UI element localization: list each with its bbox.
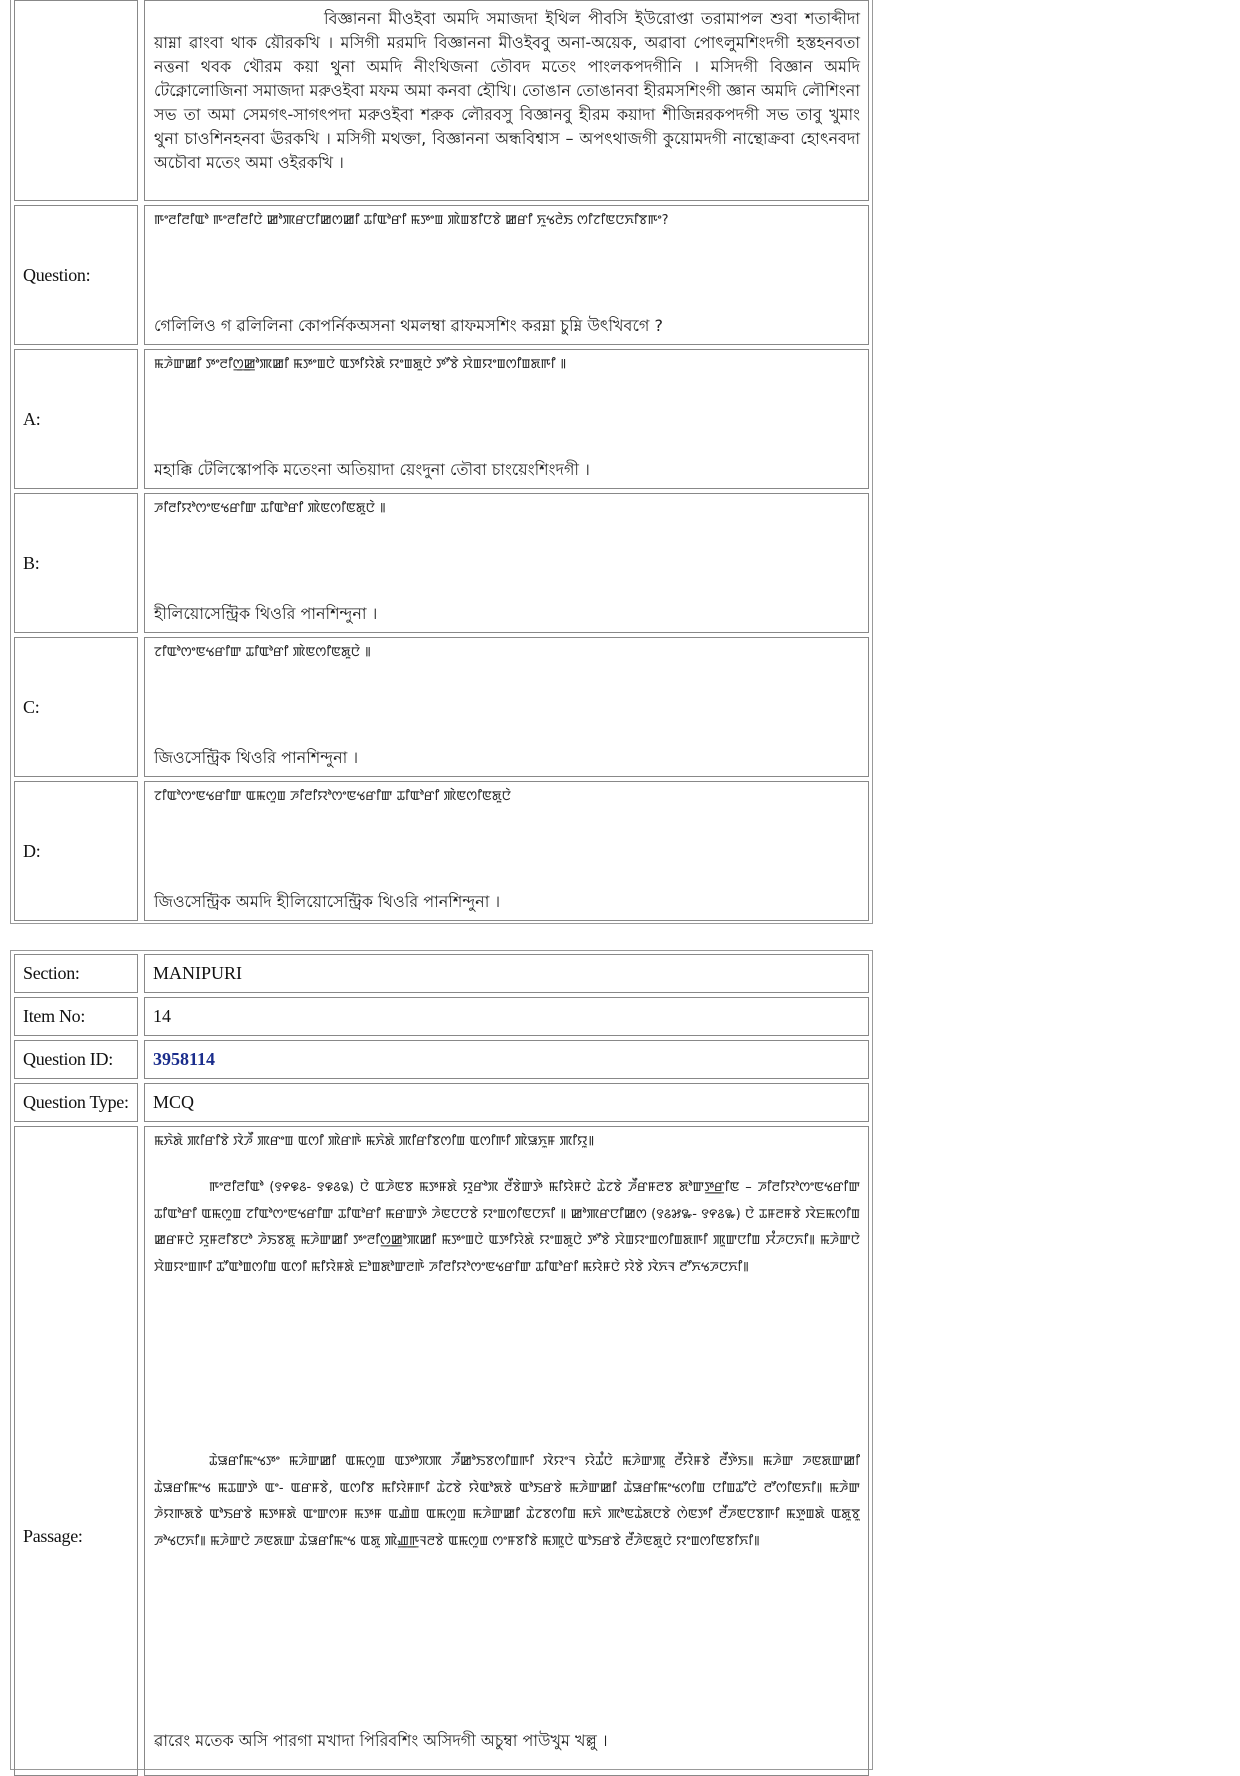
question-id-value: 3958114 bbox=[153, 1049, 216, 1069]
option-a-text-bengali: মহাক্কি টেলিস্কোপকি মতেংনা অতিয়াদা য়েংদুনা তৌবা চাংয়েংশিংদগী । bbox=[154, 460, 590, 479]
question-type-row bbox=[14, 1083, 869, 1122]
option-c-cell bbox=[144, 637, 869, 777]
option-d-label: D: bbox=[14, 781, 138, 921]
option-a-row bbox=[14, 349, 869, 489]
option-c-label: C: bbox=[14, 637, 138, 777]
question-row bbox=[14, 205, 869, 345]
option-a-text-manipuri: ꯃꯍꯥꯛꯀꯤ ꯇꯦꯂꯤꯁ꯭ꯀꯣꯄꯀꯤ ꯃꯇꯦꯡꯅꯥ ꯑꯇꯤꯌꯥꯗꯥ ꯌꯦꯡꯗꯨꯅꯥ ꯇꯧꯕꯥ ꯆꯥꯡꯌꯦꯡꯁꯤꯡꯗꯒꯤ ꯫ bbox=[154, 357, 567, 372]
question-text-manipuri: ꯒꯦꯂꯤꯂꯤꯑꯣ ꯒꯦꯂꯤꯂꯤꯅꯥ ꯀꯣꯄꯔꯅꯤꯀꯁꯀꯤ ꯊꯤꯑꯣꯔꯤ ꯃꯇꯦꯡ ꯄꯥꯡꯕꯤꯅꯕꯥ ꯀꯔꯤ ꯈꯨꯠꯂꯥꯏ ꯁꯤꯖꯤꯟꯅꯈꯤꯕꯒꯦ? bbox=[154, 213, 669, 228]
passage-label-cell bbox=[14, 0, 138, 201]
question-id-cell bbox=[144, 1040, 869, 1079]
option-d-cell bbox=[144, 781, 869, 921]
option-b-text-bengali: হীলিয়োসেন্ট্রিক থিওরি পানশিন্দুনা । bbox=[154, 604, 378, 623]
option-a-cell bbox=[144, 349, 869, 489]
section-row bbox=[14, 954, 869, 993]
option-d-text-bengali: জিওসেন্ট্রিক অমদি হীলিয়োসেন্ট্রিক থিওরি পানশিন্দুনা । bbox=[154, 892, 501, 911]
question-type-value: MCQ bbox=[144, 1083, 869, 1122]
item-no-value: 14 bbox=[144, 997, 869, 1036]
passage-row bbox=[14, 1126, 869, 1776]
question-text-bengali: গেলিলিও গ ৱলিলিনা কোপর্নিকঅসনা থমলম্বা ৱাফমসশিং করম্না চুম্নি উৎখিবগে ? bbox=[154, 316, 663, 335]
option-b-label: B: bbox=[14, 493, 138, 633]
section-label: Section: bbox=[14, 954, 138, 993]
section-value: MANIPURI bbox=[144, 954, 869, 993]
option-a-label: A: bbox=[14, 349, 138, 489]
question-id-label: Question ID: bbox=[14, 1040, 138, 1079]
previous-item-table bbox=[10, 0, 873, 924]
passage-paragraph-2: ꯊꯥꯎꯔꯤꯃꯦꯠꯇꯦ ꯃꯍꯥꯛꯀꯤ ꯑꯃꯁꯨꯡ ꯑꯇꯣꯞꯄ ꯍꯩꯀꯣꯏꯕꯁꯤꯡꯒꯤ ꯋꯥꯌꯦꯜ ꯌꯥꯊꯪꯅꯥ ꯃꯍꯥꯛꯄꯨ ꯂꯩꯌꯥꯝꯕꯥ ꯂꯩꯇꯥꯏ꯫ ꯃꯍꯥꯛ ꯍꯟꯗꯛꯀꯤ ꯊꯥꯎꯔꯤꯃꯦꯠ ꯃꯊꯛꯇꯥ ꯑꯦ- ꯑꯔꯝꯕꯥ, ꯑꯁꯤꯕ ꯃꯤꯌꯥꯝꯒꯤ ꯊꯥꯖꯕꯥ ꯌꯥꯑꯣꯗꯕꯥ ꯑꯣꯏꯔꯕꯥ ꯃꯍꯥꯛꯀꯤ ꯊꯥꯎꯔꯤꯃꯦꯠꯁꯤꯡ ꯅꯤꯡꯊꯧꯅꯥ ꯂꯧꯁꯤꯟꯈꯤ꯫ ꯃꯍꯥꯛ ꯍꯥꯌꯒꯗꯕꯥ ꯑꯣꯏꯔꯕꯥ ꯃꯇꯝꯗꯥ ꯑꯦꯛꯁꯝ ꯃꯇꯝ ꯑꯉꯥꯡ ꯑꯃꯁꯨꯡ ꯃꯍꯥꯛꯀꯤ ꯊꯥꯖꯕꯁꯤꯡ ꯃꯈꯥ ꯄꯣꯟꯊꯥꯗꯅꯕꯥ ꯁꯥꯟꯇꯤ ꯂꯩꯍꯟꯅꯕꯒꯤ ꯃꯇꯨꯡꯗꯥ ꯑꯗꯨꯕꯨ ꯍꯣꯠꯅꯈꯤ꯫ ꯃꯍꯥꯛꯅꯥ ꯍꯟꯗꯛ ꯊꯥꯎꯔꯤꯃꯦꯠ ꯑꯗꯨ ꯄꯥꯉ꯭ꯒꯜꯂꯕꯥ ꯑꯃꯁꯨꯡ ꯁꯦꯝꯕꯤꯕꯥ ꯃꯄꯨꯅꯥ ꯑꯣꯏꯔꯕꯥ ꯂꯩꯍꯥꯟꯗꯨꯅꯥ ꯌꯦꯡꯁꯤꯟꯕꯤꯈꯤ꯫ bbox=[154, 1454, 861, 1549]
passage-text-bengali: ৱারেং মতেক অসি পারগা মখাদা পিরিবশিং অসিদগী অচুম্বা পাউখুম খল্লু । bbox=[154, 1731, 608, 1750]
passage-label: Passage: bbox=[14, 1126, 138, 1776]
option-b-cell bbox=[144, 493, 869, 633]
option-b-text-manipuri: ꯍꯤꯂꯤꯌꯣꯁꯦꯟꯠꯔꯤꯛ ꯊꯤꯑꯣꯔꯤ ꯄꯥꯟꯁꯤꯟꯗꯨꯅꯥ ꯫ bbox=[154, 501, 386, 516]
option-c-text-manipuri: ꯖꯤꯑꯣꯁꯦꯟꯠꯔꯤꯛ ꯊꯤꯑꯣꯔꯤ ꯄꯥꯟꯁꯤꯟꯗꯨꯅꯥ ꯫ bbox=[154, 645, 371, 660]
item-no-row bbox=[14, 997, 869, 1036]
question-type-label: Question Type: bbox=[14, 1083, 138, 1122]
passage-row bbox=[14, 0, 869, 201]
option-c-row bbox=[14, 637, 869, 777]
option-d-text-manipuri: ꯖꯤꯑꯣꯁꯦꯟꯠꯔꯤꯛ ꯑꯃꯁꯨꯡ ꯍꯤꯂꯤꯌꯣꯁꯦꯟꯠꯔꯤꯛ ꯊꯤꯑꯣꯔꯤ ꯄꯥꯟꯁꯤꯟꯗꯨꯅꯥ bbox=[154, 789, 512, 804]
passage-intro-manipuri: ꯃꯈꯥꯗꯥ ꯄꯤꯔꯤꯕꯥ ꯋꯥꯍꯩ ꯄꯔꯦꯡ ꯑꯁꯤ ꯄꯥꯔꯒꯥ ꯃꯈꯥꯗꯥ ꯄꯤꯔꯤꯕꯁꯤꯡ ꯑꯁꯤꯒꯤ ꯄꯥꯎꯈꯨꯝ ꯄꯤꯌꯨ꯫ bbox=[154, 1134, 595, 1149]
question-id-row bbox=[14, 1040, 869, 1079]
passage-cell bbox=[144, 0, 869, 201]
option-b-row bbox=[14, 493, 869, 633]
passage-paragraph-1: ꯒꯦꯂꯤꯂꯤꯑꯣ (꯱꯵꯶꯴- ꯱꯶꯴꯲) ꯅꯥ ꯑꯍꯥꯟꯕ ꯃꯇꯝꯗꯥ ꯌꯨꯔꯣꯞ ꯂꯩꯕꯥꯛꯇꯥ ꯃꯤꯌꯥꯝꯅꯥ ꯊꯥꯖꯕꯥ ꯍꯩꯔꯝꯂꯕ ꯗꯣꯛꯇ꯭ꯔꯤꯟ – ꯍꯤꯂꯤꯌꯣꯁꯦꯟꯠꯔꯤꯛ ꯊꯤꯑꯣꯔꯤ ꯑꯃꯁꯨꯡ ꯖꯤꯑꯣꯁꯦꯟꯠꯔꯤꯛ ꯊꯤꯑꯣꯔꯤ ꯃꯔꯛꯇꯥ ꯍꯥꯟꯅꯅꯕꯥ ꯌꯦꯡꯁꯤꯟꯅꯈꯤ ꯫ ꯀꯣꯄꯔꯅꯤꯀꯁ (꯱꯴꯷꯳- ꯱꯵꯴꯳) ꯅꯥ ꯊꯝꯂꯝꯕꯥ ꯋꯥꯐꯃꯁꯤꯡ ꯀꯔꯝꯅꯥ ꯆꯨꯝꯂꯤꯕꯅꯣ ꯍꯥꯏꯕꯗꯨ ꯃꯍꯥꯛꯀꯤ ꯇꯦꯂꯤꯁ꯭ꯀꯣꯄꯀꯤ ꯃꯇꯦꯡꯅꯥ ꯑꯇꯤꯌꯥꯗꯥ ꯌꯦꯡꯗꯨꯅꯥ ꯇꯧꯕꯥ ꯆꯥꯡꯌꯦꯡꯁꯤꯡꯗꯒꯤ ꯄꯨꯛꯅꯤꯡ ꯆꯪꯍꯅꯈꯤ꯫ ꯃꯍꯥꯛꯅꯥ ꯆꯥꯡꯌꯦꯡꯒꯤ ꯊꯧꯑꯣꯡꯁꯤꯡ ꯑꯁꯤ ꯃꯤꯌꯥꯝꯗꯥ ꯐꯣꯡꯗꯣꯛꯂꯒꯥ ꯍꯤꯂꯤꯌꯣꯁꯦꯟꯠꯔꯤꯛ ꯊꯤꯑꯣꯔꯤ ꯃꯌꯥꯝꯅꯥ ꯌꯥꯕꯥ ꯋꯥꯈꯜ ꯂꯧꯈꯠꯍꯅꯈꯤ꯫ bbox=[154, 1180, 860, 1275]
passage-text: বিজ্ঞাননা মীওইবা অমদি সমাজদা ইথিল পীবসি ইউরোপ্তা তরামাপল শুবা শতাব্দীদা য়াম্না ৱাংবা থাক য়ৌরকখি । মসিগী মরমদি বিজ্ঞাননা মীওইববু অনা-অয়েক, অৱাবা পোৎলুমশিংদগী হস্তহনবতা নত্তনা থবক থৌরম কয়া থুনা অমদি নীংথিজনা তৌবদ মতেং পাংলকপদগীনি । মসিদগী বিজ্ঞান অমদি টেক্নোলোজিনা সমাজদা মরুওইবা মফম অমা কনবা হৌখি। তোঙান তোঙানবা হীরমসশিংগী জ্ঞান অমদি লৌশিংনা সভ তা অমা সেমগৎ-সাগৎপদা মরুওইবা শরুক লৌরবসু বিজ্ঞানবু হীরম কয়াদা শীজিন্নরকপদগী সভ তাবু খুমাং থুনা চাওশিনহনবা ঊরকখি । মসিগী মথক্তা, বিজ্ঞাননা অন্ধবিশ্বাস – অপৎথাজগী কুয়োমদগী নান্থোক্রবা হোৎনবদা অচৌবা মতেং অমা ওইরকখি । bbox=[154, 9, 860, 172]
passage-cell bbox=[144, 1126, 869, 1776]
question-label: Question: bbox=[14, 205, 138, 345]
item-no-label: Item No: bbox=[14, 997, 138, 1036]
option-c-text-bengali: জিওসেন্ট্রিক থিওরি পানশিন্দুনা । bbox=[154, 748, 359, 767]
current-item-table bbox=[10, 950, 873, 1770]
question-cell bbox=[144, 205, 869, 345]
option-d-row bbox=[14, 781, 869, 921]
